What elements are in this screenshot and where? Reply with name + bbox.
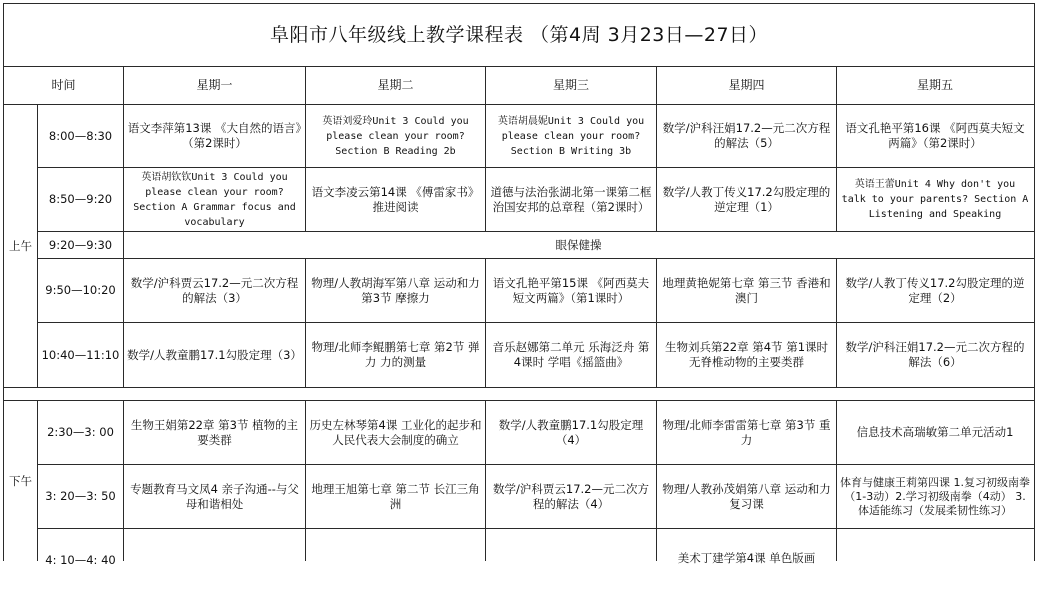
class-cell: 地理王旭第七章 第二节 长江三角洲: [311, 481, 480, 511]
grid-line: [37, 464, 1035, 465]
time-slot: 8:00—8:30: [48, 128, 113, 143]
time-slot: 3: 20—3: 50: [45, 489, 116, 503]
class-cell: 物理/人教孙茂娟第八章 运动和力 复习课: [662, 481, 831, 511]
time-slot: 9:50—10:20: [45, 283, 116, 297]
header-day-fri: 星期五: [916, 78, 953, 92]
class-cell: 生物刘兵第22章 第4节 第1课时 无脊椎动物的主要类群: [664, 340, 829, 369]
time-slot: 9:20—9:30: [48, 237, 113, 252]
grid-line: [836, 400, 837, 561]
grid-line: [305, 66, 306, 231]
grid-line: [305, 258, 306, 387]
class-cell: [486, 529, 656, 561]
grid-line: [3, 66, 1035, 67]
grid-line: [836, 66, 837, 231]
session-label-morning: 上午: [9, 238, 32, 253]
grid-line: [37, 167, 1035, 168]
grid-line: [656, 66, 657, 231]
class-cell: [306, 529, 485, 561]
grid-line: [1034, 3, 1035, 561]
time-slot: 2:30—3: 00: [47, 425, 114, 439]
grid-line: [123, 66, 124, 387]
class-cell: 数学/沪科贾云17.2—元二次方程的解法（4）: [493, 481, 649, 511]
class-cell: 英语胡晨妮Unit 3 Could you please clean your room? Section B Writing 3b: [497, 115, 645, 157]
grid-line: [656, 400, 657, 561]
class-cell: 体育与健康王莉第四课 1.复习初级南拳（1-3动）2.学习初级南拳（4动） 3.体适能练习（发展柔韧性练习）: [840, 475, 1030, 517]
class-cell: 语文孔艳平第16课 《阿西莫夫短文两篇》（第2课时）: [845, 121, 1025, 150]
page-title: 阜阳市八年级线上教学课程表 （第4周 3月23日—27日）: [269, 23, 769, 46]
header-day-tue: 星期二: [377, 78, 414, 92]
class-cell: 道德与法治张湖北第一课第二框 治国安邦的总章程（第2课时）: [490, 184, 652, 214]
grid-line: [123, 400, 124, 561]
grid-line: [485, 400, 486, 561]
class-cell: 数学/人教丁传义17.2勾股定理的逆定理（1）: [662, 184, 831, 214]
class-cell: [124, 529, 305, 561]
class-cell: 专题教育马文凤4 亲子沟通--与父母和谐相处: [130, 481, 299, 511]
time-slot: 10:40—11:10: [41, 347, 120, 362]
grid-line: [37, 528, 1035, 529]
grid-line: [485, 258, 486, 387]
grid-line: [3, 104, 1035, 105]
class-cell: 语文孔艳平第15课 《阿西莫夫短文两篇》（第1课时）: [492, 275, 650, 305]
grid-line: [37, 400, 38, 561]
header-day-wed: 星期三: [552, 78, 589, 92]
class-cell: [837, 529, 1033, 561]
eye-exercise-cell: 眼保健操: [555, 237, 602, 252]
class-cell: 物理/北师李鲲鹏第七章 第2节 弹力 力的测量: [311, 340, 480, 369]
grid-line: [3, 3, 1035, 4]
grid-line: [37, 322, 1035, 323]
time-slot: 4: 10—4: 40: [45, 553, 116, 567]
grid-line: [305, 400, 306, 561]
grid-line: [3, 400, 1035, 401]
class-cell: 数学/沪科贾云17.2—元二次方程的解法（3）: [130, 275, 299, 305]
grid-line: [37, 104, 38, 387]
grid-line: [485, 66, 486, 231]
class-cell: 英语王蕾Unit 4 Why don't you talk to your parents? Section A Listening and Speaking: [841, 179, 1029, 220]
grid-line: [3, 3, 4, 561]
class-cell: 地理黄艳妮第七章 第三节 香港和澳门: [662, 275, 831, 305]
class-cell: 英语刘爱玲Unit 3 Could you please clean your room? Section B Reading 2b: [322, 115, 469, 157]
time-slot: 8:50—9:20: [48, 192, 113, 206]
class-cell: 数学/人教丁传义17.2勾股定理的逆定理（2）: [845, 275, 1025, 305]
class-cell: 物理/北师李雷雷第七章 第3节 重力: [662, 417, 831, 447]
class-cell: 语文李萍第13课 《大自然的语言》（第2课时）: [127, 121, 302, 150]
grid-line: [836, 258, 837, 387]
class-cell: 数学/人教童鹏17.1勾股定理（4）: [498, 417, 644, 447]
class-cell: 物理/人教胡海军第八章 运动和力 第3节 摩擦力: [311, 275, 480, 305]
class-cell: 语文李凌云第14课 《傅雷家书》推进阅读: [311, 184, 480, 214]
class-cell: 数学/沪科汪娟17.2—元二次方程的解法（5）: [662, 121, 831, 150]
session-label-afternoon: 下午: [9, 473, 32, 488]
class-cell: 历史左林琴第4课 工业化的起步和人民代表大会制度的确立: [309, 417, 482, 447]
grid-line: [37, 231, 1035, 232]
class-cell: 生物王娟第22章 第3节 植物的主要类群: [130, 417, 299, 447]
header-day-mon: 星期一: [196, 78, 233, 92]
grid-line: [656, 258, 657, 387]
class-cell: 美术丁建学第4课 单色版画: [677, 551, 816, 565]
class-cell: 英语胡钦钦Unit 3 Could you please clean your room? Section A Grammar focus and vocabulary: [133, 171, 296, 228]
class-cell: 数学/人教童鹏17.1勾股定理（3）: [127, 347, 302, 362]
header-time: 时间: [51, 78, 76, 92]
class-cell: 音乐赵娜第二单元 乐海泛舟 第4课时 学唱《摇篮曲》: [492, 340, 650, 369]
grid-line: [37, 258, 1035, 259]
class-cell: 数学/沪科汪娟17.2—元二次方程的解法（6）: [845, 340, 1025, 369]
header-day-thu: 星期四: [728, 78, 765, 92]
class-cell: 信息技术高瑞敏第二单元活动1: [856, 425, 1014, 439]
grid-line: [3, 387, 1035, 388]
